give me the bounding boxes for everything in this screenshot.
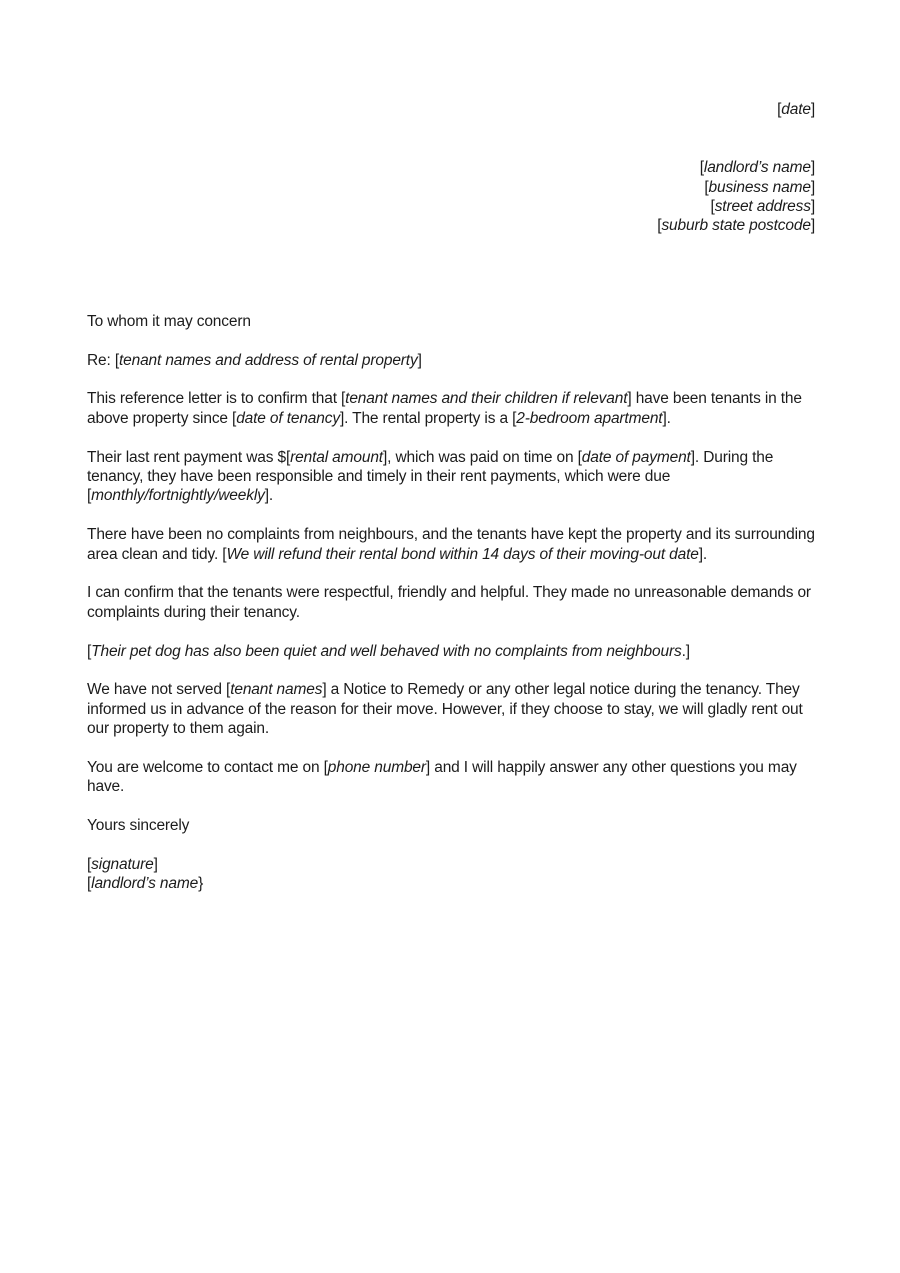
- paragraph-legal-notice: We have not served [tenant names] a Notice to Remedy or any other legal notice during the tenancy. They informed us in advance of the reason for their move. However, if they choose to stay, we will gladly rent out our property to them again.: [87, 681, 803, 738]
- sender-address-block: [0, 158, 815, 236]
- address-line-landlord-name: [landlord’s name]: [699, 159, 815, 177]
- address-line-business-name: [business name]: [704, 178, 815, 196]
- paragraph-contact: You are welcome to contact me on [phone number] and I will happily answer any other questions you may have.: [87, 759, 797, 796]
- letter-body: [87, 312, 820, 894]
- address-line-suburb-state-postcode: [suburb state postcode]: [657, 217, 815, 235]
- salutation: To whom it may concern: [87, 312, 251, 330]
- paragraph-pet-note: [Their pet dog has also been quiet and well behaved with no complaints from neighbours.]: [87, 642, 690, 660]
- signature-block: [signature] [landlord’s name}: [87, 856, 204, 893]
- date-placeholder: [date]: [777, 101, 815, 118]
- paragraph-rent-payment: Their last rent payment was $[rental amount], which was paid on time on [date of payment]. During the tenancy, they have been responsible and timely in their rent payments, which were due [monthly/fortnightly/weekly].: [87, 448, 774, 505]
- letter-header: [0, 100, 900, 236]
- subject-line: Re: [tenant names and address of rental property]: [87, 351, 422, 369]
- paragraph-property-condition: There have been no complaints from neighbours, and the tenants have kept the property and its surrounding area clean and tidy. [We will refund their rental bond within 14 days of their moving-out date].: [87, 526, 815, 563]
- paragraph-tenancy-confirmation: This reference letter is to confirm that [tenant names and their children if relevant] have been tenants in the above property since [date of tenancy]. The rental property is a [2-bedroom apartment].: [87, 390, 802, 427]
- closing-valediction: Yours sincerely: [87, 817, 190, 835]
- address-line-street-address: [street address]: [710, 198, 815, 216]
- paragraph-tenant-conduct: I can confirm that the tenants were respectful, friendly and helpful. They made no unreasonable demands or complaints during their tenancy.: [87, 584, 811, 621]
